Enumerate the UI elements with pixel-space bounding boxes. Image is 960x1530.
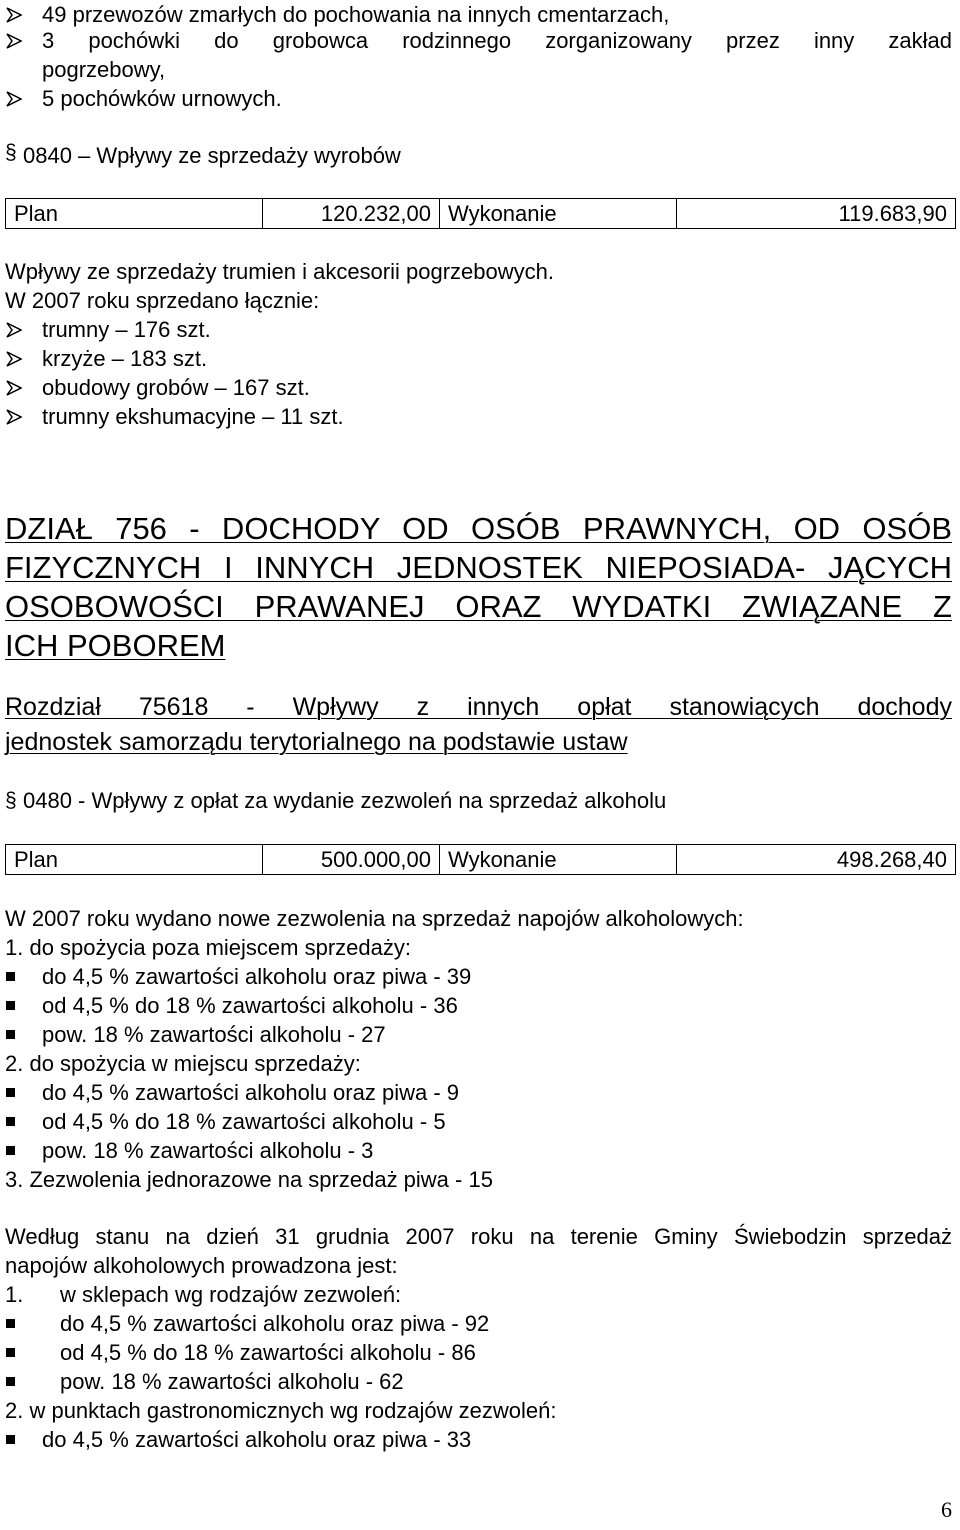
list-item: pow. 18 % zawartości alkoholu - 3 <box>42 1138 374 1163</box>
list-item: od 4,5 % do 18 % zawartości alkoholu - 36 <box>42 993 458 1018</box>
arrow-bullet-icon <box>6 26 28 55</box>
section-icon: § <box>5 789 17 812</box>
plan-table <box>5 844 956 875</box>
group-heading: 2. w punktach gastronomicznych wg rodzajów zezwoleń: <box>5 1398 557 1423</box>
group-number: 1. <box>5 1282 24 1307</box>
list-item: do 4,5 % zawartości alkoholu oraz piwa - 92 <box>60 1311 490 1336</box>
list-item: 3 pochówki do grobowca rodzinnego zorganizowany przez inny zakład <box>42 28 952 53</box>
exec-value: 498.268,40 <box>677 845 956 875</box>
square-bullet-icon <box>6 1117 15 1126</box>
arrow-bullet-icon <box>6 315 28 344</box>
plan-label: Plan <box>6 199 263 229</box>
plan-value: 120.232,00 <box>263 199 440 229</box>
exec-value: 119.683,90 <box>677 199 956 229</box>
exec-label: Wykonanie <box>440 845 677 875</box>
rozdzial-heading <box>5 690 952 760</box>
list-item: trumny – 176 szt. <box>42 317 211 342</box>
square-bullet-icon <box>6 1088 15 1097</box>
list-item-continuation: pogrzebowy, <box>42 57 166 82</box>
square-bullet-icon <box>6 1348 15 1357</box>
list-item: obudowy grobów – 167 szt. <box>42 375 310 400</box>
subheading-line: jednostek samorządu terytorialnego na podstawie ustaw <box>5 728 628 756</box>
list-item: od 4,5 % do 18 % zawartości alkoholu - 5 <box>42 1109 446 1134</box>
group-heading: w sklepach wg rodzajów zezwoleń: <box>60 1282 402 1307</box>
paragraph: W 2007 roku wydano nowe zezwolenia na sprzedaż napojów alkoholowych: <box>5 906 744 931</box>
square-bullet-icon <box>6 1030 15 1039</box>
square-bullet-icon <box>6 1377 15 1386</box>
square-bullet-icon <box>6 1435 15 1444</box>
list-item: od 4,5 % do 18 % zawartości alkoholu - 86 <box>60 1340 476 1365</box>
exec-label: Wykonanie <box>440 199 677 229</box>
paragraph: Wpływy ze sprzedaży trumien i akcesorii pogrzebowych. <box>5 259 554 284</box>
list-item: 5 pochówków urnowych. <box>42 86 282 111</box>
list-item: do 4,5 % zawartości alkoholu oraz piwa - 9 <box>42 1080 459 1105</box>
square-bullet-icon <box>6 1001 15 1010</box>
square-bullet-icon <box>6 972 15 981</box>
paragraph: W 2007 roku sprzedano łącznie: <box>5 288 320 313</box>
list-item: pow. 18 % zawartości alkoholu - 27 <box>42 1022 386 1047</box>
list-item: krzyże – 183 szt. <box>42 346 208 371</box>
arrow-bullet-icon <box>6 344 28 373</box>
section-title: 0840 – Wpływy ze sprzedaży wyrobów <box>23 143 401 168</box>
section-icon: § <box>5 141 17 164</box>
plan-label: Plan <box>6 845 263 875</box>
list-item: do 4,5 % zawartości alkoholu oraz piwa - 33 <box>42 1427 472 1452</box>
arrow-bullet-icon <box>6 84 28 113</box>
heading-line: DZIAŁ 756 - DOCHODY OD OSÓB PRAWNYCH, OD OSÓB <box>5 511 952 546</box>
plan-value: 500.000,00 <box>263 845 440 875</box>
list-item: do 4,5 % zawartości alkoholu oraz piwa - 39 <box>42 964 472 989</box>
heading-line: OSOBOWOŚCI PRAWANEJ ORAZ WYDATKI ZWIĄZANE Z <box>5 589 952 624</box>
list-item: trumny ekshumacyjne – 11 szt. <box>42 404 344 429</box>
paragraph: napojów alkoholowych prowadzona jest: <box>5 1253 398 1278</box>
group-heading: 1. do spożycia poza miejscem sprzedaży: <box>5 935 411 960</box>
page-number: 6 <box>941 1497 952 1522</box>
subheading-line: Rozdział 75618 - Wpływy z innych opłat stanowiących dochody <box>5 693 952 721</box>
paragraph: Według stanu na dzień 31 grudnia 2007 roku na terenie Gminy Świebodzin sprzedaż <box>5 1224 952 1249</box>
arrow-bullet-icon <box>6 373 28 402</box>
arrow-bullet-icon <box>6 0 28 29</box>
heading-line: FIZYCZNYCH I INNYCH JEDNOSTEK NIEPOSIADA- JĄCYCH <box>5 550 952 585</box>
list-item: 49 przewozów zmarłych do pochowania na innych cmentarzach, <box>42 2 670 27</box>
section-title: 0480 - Wpływy z opłat za wydanie zezwoleń na sprzedaż alkoholu <box>23 788 667 813</box>
arrow-bullet-icon <box>6 402 28 431</box>
square-bullet-icon <box>6 1146 15 1155</box>
list-item: pow. 18 % zawartości alkoholu - 62 <box>60 1369 404 1394</box>
plan-table <box>5 198 956 229</box>
group-heading: 2. do spożycia w miejscu sprzedaży: <box>5 1051 361 1076</box>
square-bullet-icon <box>6 1319 15 1328</box>
heading-line: ICH POBOREM <box>5 628 226 663</box>
group-heading: 3. Zezwolenia jednorazowe na sprzedaż piwa - 15 <box>5 1167 493 1192</box>
dzial-heading <box>5 509 952 665</box>
